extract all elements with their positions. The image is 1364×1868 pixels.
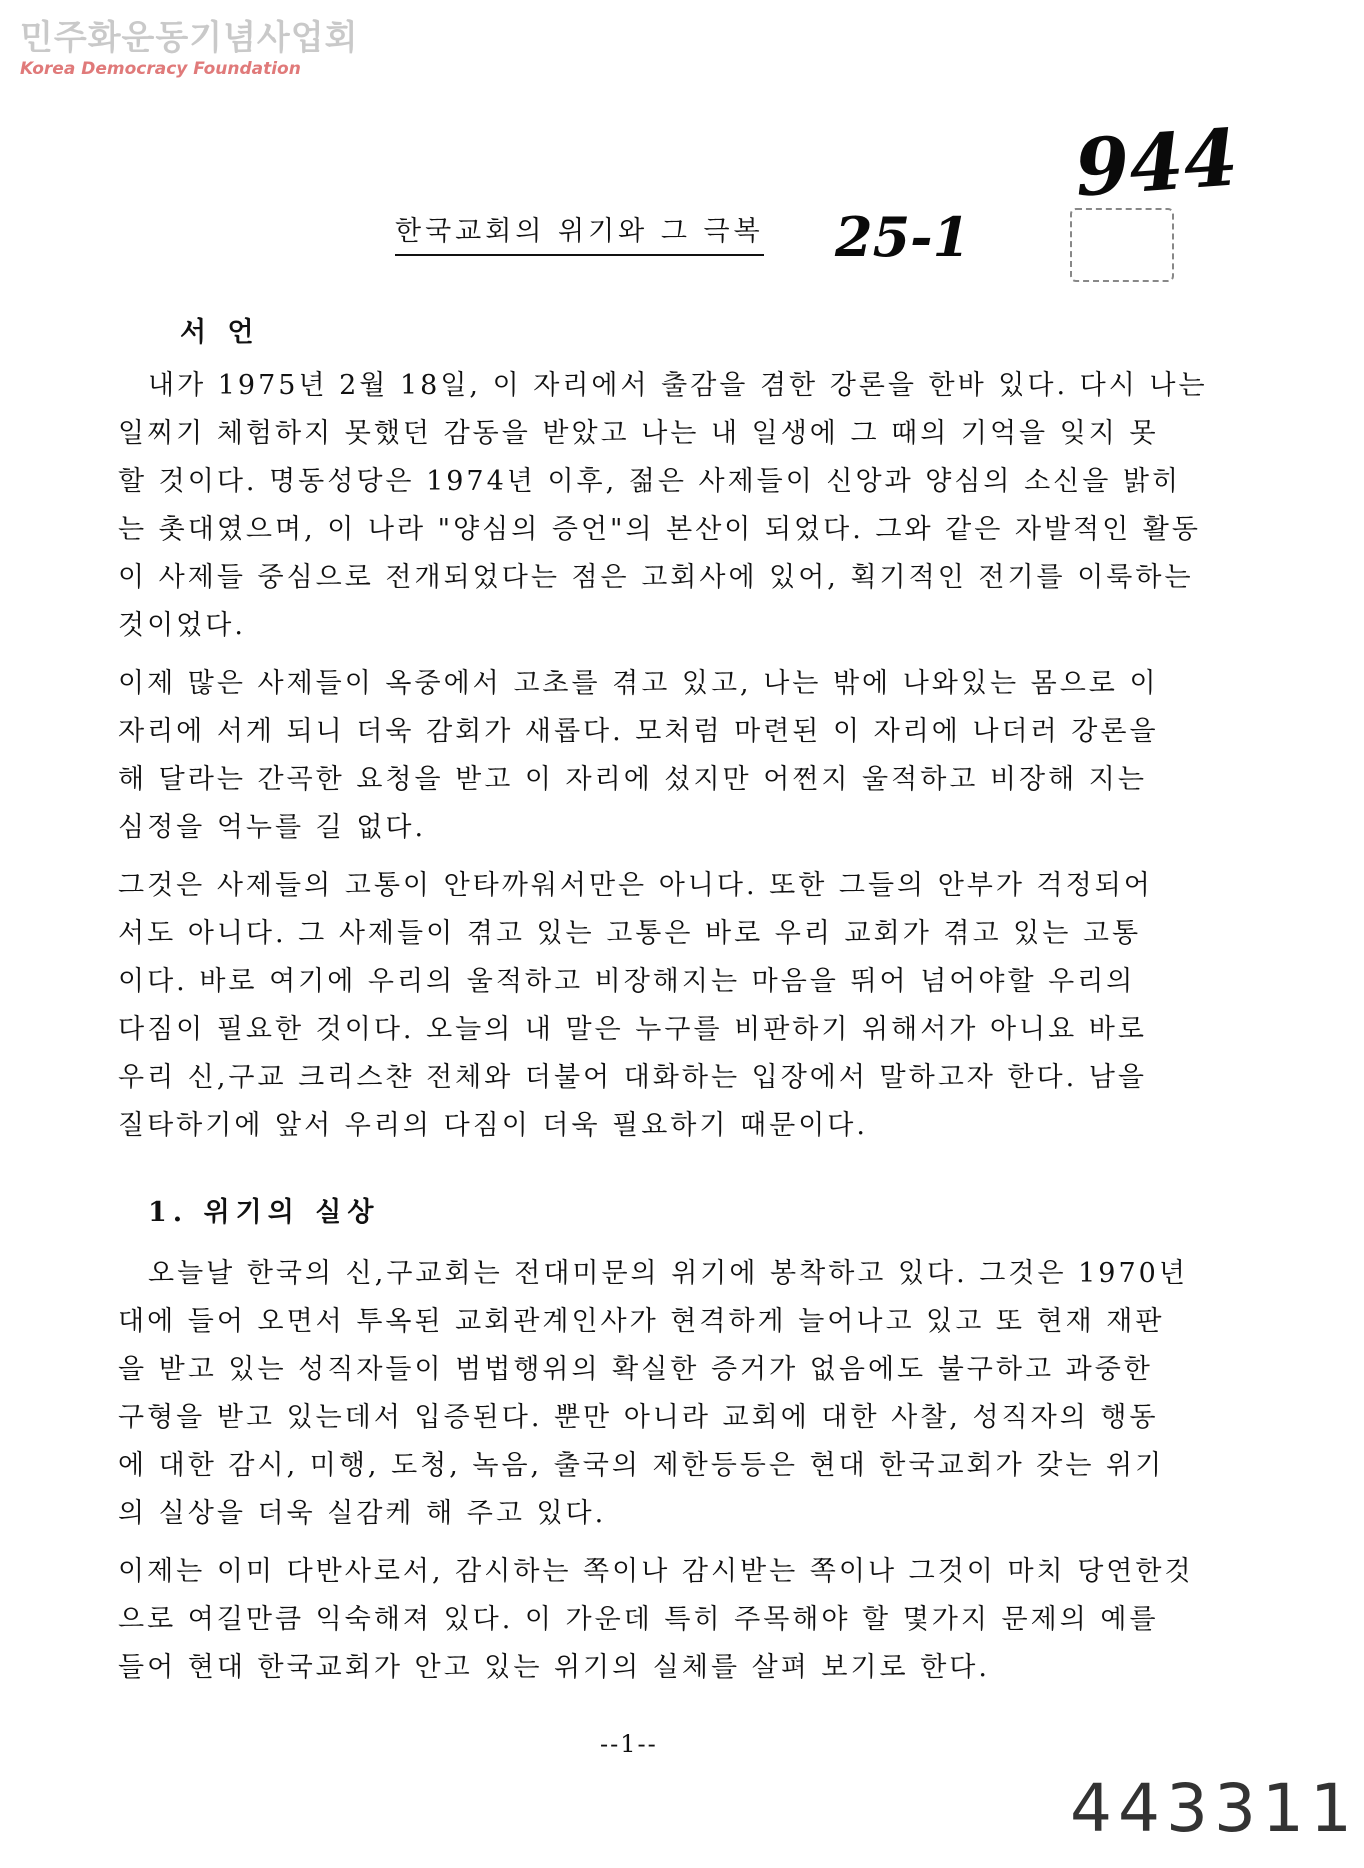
paragraph-3 [118,862,1268,1150]
text-line: 자리에 서게 되니 더욱 감회가 새롭다. 모처럼 마련된 이 자리에 나더러 강론을 [118,716,1159,747]
watermark-english: Korea Democracy Foundation [20,59,301,79]
text-line: 우리 신,구교 크리스챤 전체와 더불어 대화하는 입장에서 말하고자 한다. 남을 [118,1062,1147,1093]
text-line: 에 대한 감시, 미행, 도청, 녹음, 출국의 제한등등은 현대 한국교회가 갖는 위기 [118,1450,1165,1481]
paragraph-5 [118,1548,1268,1692]
watermark-logo [20,18,358,80]
handwritten-document-number: 944 [1072,112,1241,215]
text-line: 이 사제들 중심으로 전개되었다는 점은 고회사에 있어, 획기적인 전기를 이룩하는 [118,562,1194,593]
text-line: 을 받고 있는 성직자들이 범법행위의 확실한 증거가 없음에도 불구하고 과중한 [118,1354,1153,1385]
watermark-korean: 민주화운동기념사업회 [20,18,359,58]
text-line: 는 촛대였으며, 이 나라 "양심의 증언"의 본산이 되었다. 그와 같은 자발적인 활동 [118,514,1201,545]
document-title: 한국교회의 위기와 그 극복 [395,212,764,256]
text-line: 들어 현대 한국교회가 안고 있는 위기의 실체를 살펴 보기로 한다. [118,1652,990,1683]
section-1-heading: 1. 위기의 실상 [148,1197,380,1228]
text-line: 대에 들어 오면서 투옥된 교회관계인사가 현격하게 늘어나고 있고 또 현재 재판 [118,1306,1165,1337]
text-line: 서도 아니다. 그 사제들이 겪고 있는 고통은 바로 우리 교회가 겪고 있는 고통 [118,918,1142,949]
text-line: 이제는 이미 다반사로서, 감시하는 쪽이나 감시받는 쪽이나 그것이 마치 당연한것 [118,1556,1194,1587]
handwritten-bottom-number: 443311 [1070,1770,1358,1847]
text-line: 것이었다. [118,610,246,641]
paragraph-1 [118,362,1268,650]
text-line: 할 것이다. 명동성당은 1974년 이후, 젊은 사제들이 신앙과 양심의 소신을 밝히 [118,466,1182,497]
text-line: 질타하기에 앞서 우리의 다짐이 더욱 필요하기 때문이다. [118,1110,868,1141]
text-line: 의 실상을 더욱 실감케 해 주고 있다. [118,1498,607,1529]
text-line: 이제 많은 사제들이 옥중에서 고초를 겪고 있고, 나는 밖에 나와있는 몸으로 이 [118,668,1159,699]
text-line: 오늘날 한국의 신,구교회는 전대미문의 위기에 봉착하고 있다. 그것은 1970년 [148,1258,1188,1289]
text-line: 그것은 사제들의 고통이 안타까워서만은 아니다. 또한 그들의 안부가 걱정되어 [118,870,1153,901]
text-line: 일찌기 체험하지 못했던 감동을 받았고 나는 내 일생에 그 때의 기억을 잊지 못 [118,418,1159,449]
paragraph-4 [118,1250,1268,1538]
text-line: 내가 1975년 2월 18일, 이 자리에서 출감을 겸한 강론을 한바 있다. 다시 나는 [148,370,1208,401]
text-line: 해 달라는 간곡한 요청을 받고 이 자리에 섰지만 어쩐지 울적하고 비장해 지는 [118,764,1147,795]
text-line: 다짐이 필요한 것이다. 오늘의 내 말은 누구를 비판하기 위해서가 아니요 바로 [118,1014,1147,1045]
text-line: 이다. 바로 여기에 우리의 울적하고 비장해지는 마음을 뛰어 넘어야할 우리의 [118,966,1136,997]
text-line: 심정을 억누를 길 없다. [118,812,427,843]
paragraph-2 [118,660,1268,852]
text-line: 구형을 받고 있는데서 입증된다. 뿐만 아니라 교회에 대한 사찰, 성직자의 행동 [118,1402,1159,1433]
handwritten-archive-code: 25-1 [835,205,971,269]
page-number: --1-- [600,1730,658,1758]
intro-heading: 서 언 [180,317,260,348]
stamp-box [1070,208,1174,282]
text-line: 으로 여길만큼 익숙해져 있다. 이 가운데 특히 주목해야 할 몇가지 문제의 예를 [118,1604,1159,1635]
